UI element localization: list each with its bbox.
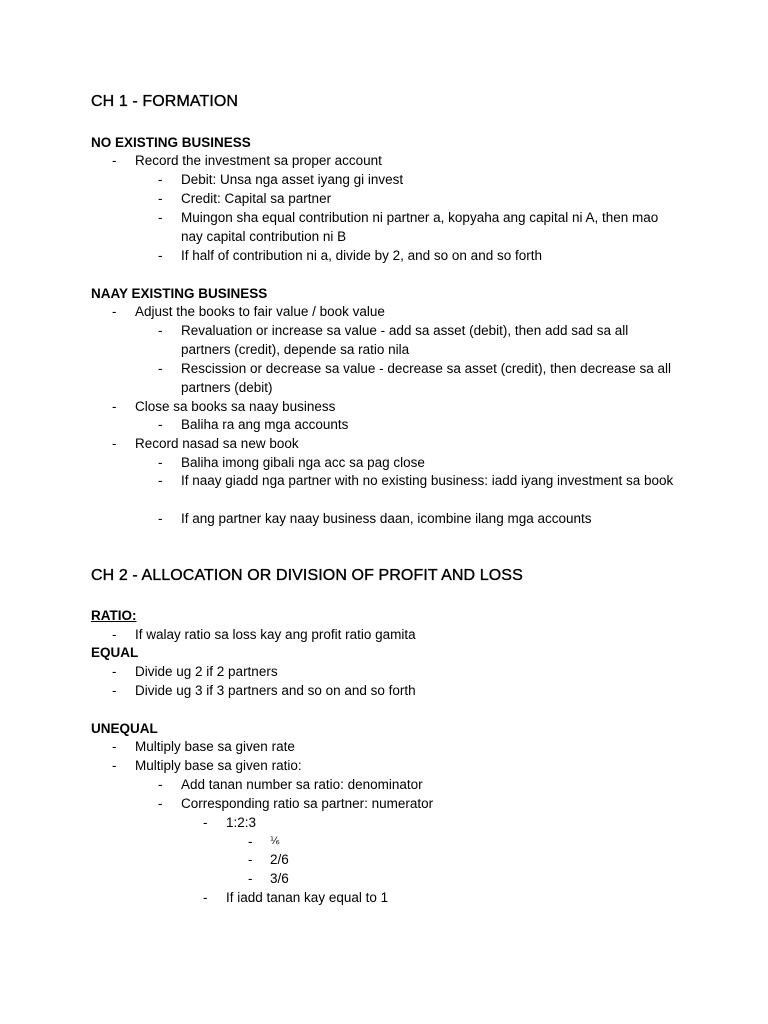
bullet-dash: - [158, 777, 163, 792]
list-item-text: Revaluation or increase sa value - add sa asset (debit), then add sad sa all partners (credit), depende sa ratio nila [181, 323, 629, 357]
chapter-2-title: CH 2 - ALLOCATION OR DIVISION OF PROFIT AND LOSS [91, 567, 523, 584]
list-item-text: Close sa books sa naay business [135, 399, 336, 414]
bullet-dash: - [112, 153, 117, 168]
list-item-text: 1:2:3 [226, 815, 257, 830]
list-item-text: If walay ratio sa loss kay ang profit ratio gamita [135, 627, 416, 642]
list-item-text: Record the investment sa proper account [135, 153, 382, 168]
list-item-text: Corresponding ratio sa partner: numerator [181, 796, 434, 811]
bullet-dash: - [158, 417, 163, 432]
chapter-1-title: CH 1 - FORMATION [91, 93, 239, 110]
unequal-heading: UNEQUAL [91, 721, 158, 736]
bullet-dash: - [158, 191, 163, 206]
list-item-text: If ang partner kay naay business daan, icombine ilang mga accounts [181, 511, 592, 526]
list-item-text: Baliha ra ang mga accounts [181, 417, 349, 432]
bullet-dash: - [248, 852, 253, 867]
bullet-dash: - [158, 796, 163, 811]
bullet-dash: - [203, 815, 208, 830]
equal-heading: EQUAL [91, 645, 139, 660]
list-item-text: Divide ug 3 if 3 partners and so on and so forth [135, 683, 416, 698]
bullet-dash: - [112, 304, 117, 319]
bullet-dash: - [203, 890, 208, 905]
list-item-text: Record nasad sa new book [135, 436, 299, 451]
list-item-text: ⅙ [270, 836, 280, 847]
bullet-dash: - [158, 172, 163, 187]
no-existing-business-heading: NO EXISTING BUSINESS [91, 135, 251, 150]
list-item-text: 2/6 [270, 852, 289, 867]
list-item-text: 3/6 [270, 871, 289, 886]
bullet-dash: - [248, 834, 253, 849]
bullet-dash: - [248, 871, 253, 886]
list-item-text: If iadd tanan kay equal to 1 [226, 890, 389, 905]
list-item-text: If naay giadd nga partner with no existing business: iadd iyang investment sa book [181, 473, 674, 488]
list-item-text: Adjust the books to fair value / book value [135, 304, 385, 319]
ratio-heading: RATIO: [91, 608, 137, 623]
bullet-dash: - [112, 399, 117, 414]
bullet-dash: - [112, 627, 117, 642]
bullet-dash: - [158, 473, 163, 488]
naay-existing-business-heading: NAAY EXISTING BUSINESS [91, 286, 268, 301]
list-item-text: Multiply base sa given rate [135, 739, 295, 754]
list-item-text: Debit: Unsa nga asset iyang gi invest [181, 172, 404, 187]
list-item-text: Multiply base sa given ratio: [135, 758, 302, 773]
list-item-text: Add tanan number sa ratio: denominator [181, 777, 423, 792]
list-item-text: Credit: Capital sa partner [181, 191, 332, 206]
list-item-text: Divide ug 2 if 2 partners [135, 664, 278, 679]
list-item-text: Muingon sha equal contribution ni partner a, kopyaha ang capital ni A, then mao nay capital contribution ni B [181, 210, 659, 244]
bullet-dash: - [112, 739, 117, 754]
bullet-dash: - [112, 436, 117, 451]
bullet-dash: - [158, 248, 163, 263]
list-item-text: Rescission or decrease sa value - decrease sa asset (credit), then decrease sa all partners (debit) [181, 361, 671, 395]
bullet-dash: - [158, 511, 163, 526]
bullet-dash: - [158, 323, 163, 338]
list-item-text: If half of contribution ni a, divide by 2, and so on and so forth [181, 248, 542, 263]
bullet-dash: - [112, 758, 117, 773]
bullet-dash: - [158, 455, 163, 470]
bullet-dash: - [112, 664, 117, 679]
bullet-dash: - [158, 361, 163, 376]
list-item-text: Baliha imong gibali nga acc sa pag close [181, 455, 425, 470]
bullet-dash: - [158, 210, 163, 225]
bullet-dash: - [112, 683, 117, 698]
